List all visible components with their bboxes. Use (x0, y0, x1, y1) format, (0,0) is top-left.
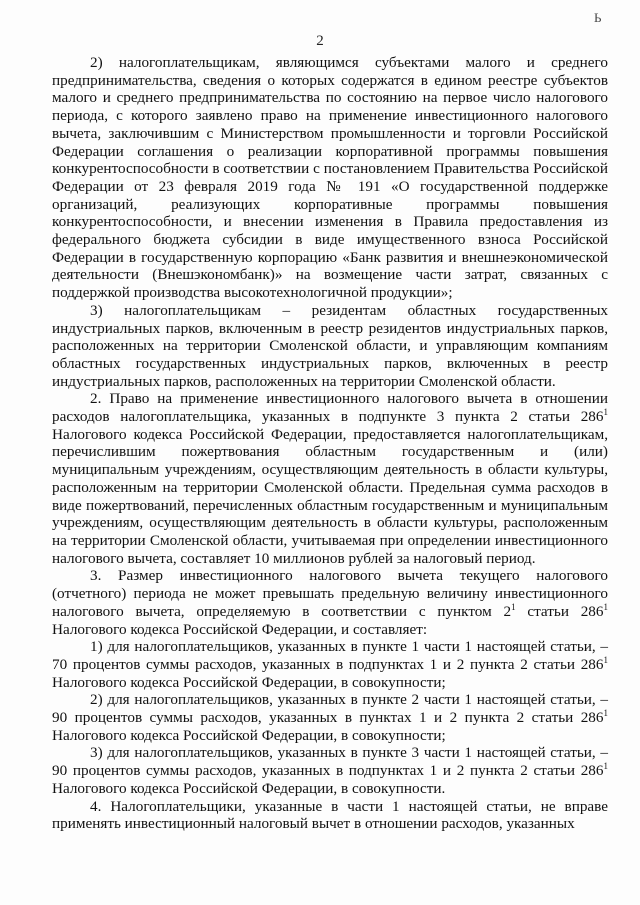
paragraph-subitem-2: 2) налогоплательщикам, являющимся субъектами малого и среднего предпринимательства, сведения о которых содержатся в едином реестре субъектов малого и среднего предпринимательства по состоянию на первое число налогового периода, с которого заявлено право на применение инвестиционного налогового вычета, заключившим с Министерством промышленности и торговли Российской Федерации соглашения о реализации корпоративной программы повышения конкурентоспособности в соответствии с постановлением Правительства Российской Федерации от 23 февраля 2019 года № 191 «О государственной поддержке организаций, реализующих корпоративные программы повышения конкурентоспособности, и внесении изменения в Правила предоставления из федерального бюджета субсидии в виде имущественного взноса Российской Федерации в государственную корпорацию «Банк развития и внешнеэкономической деятельности (Внешэкономбанк)» на возмещение части затрат, связанных с поддержкой производства высокотехнологичной продукции»; (52, 54, 608, 302)
paragraph-text: статьи 286 (515, 602, 604, 620)
paragraph-text: 2. Право на применение инвестиционного налогового вычета в отношении расходов налогоплательщика, указанных в подпункте 3 пункта 2 статьи 286 (52, 390, 608, 426)
paragraph-point-3-subitem-3 (52, 744, 608, 797)
paragraph-subitem-3: 3) налогоплательщикам – резидентам областных государственных индустриальных парков, включенным в реестр резидентов индустриальных парков, расположенных на территории Смоленской области, и управляющим компаниям областных государственных индустриальных парков, включенных в реестр индустриальных парков, расположенных на территории Смоленской области. (52, 301, 608, 390)
paragraph-text: Налогового кодекса Российской Федерации, в совокупности; (52, 673, 446, 691)
superscript: 1 (603, 407, 608, 417)
superscript: 1 (603, 761, 608, 772)
paragraph-text: 3) для налогоплательщиков, указанных в пункте 3 части 1 настоящей статьи, – 90 процентов суммы расходов, указанных в подпунктах 1 и 2 пункта 2 статьи 286 (52, 744, 608, 780)
paragraph-text: 3. Размер инвестиционного налогового вычета текущего налогового (отчетного) периода не может превышать предельную величину инвестиционного налогового вычета, определяемую в соответствии с пунктом 2 (52, 567, 608, 620)
document-body (52, 54, 608, 833)
paragraph-point-4: 4. Налогоплательщики, указанные в части 1 настоящей статьи, не вправе применять инвестиционный налоговый вычет в отношении расходов, указанных (52, 797, 608, 833)
paragraph-text: 2) для налогоплательщиков, указанных в пункте 2 части 1 настоящей статьи, – 90 процентов суммы расходов, указанных в пунктах 1 и 2 пункта 2 статьи 286 (52, 691, 608, 727)
paragraph-text: Налогового кодекса Российской Федерации, в совокупности. (52, 779, 446, 797)
paragraph-point-3-subitem-2 (52, 691, 608, 744)
paragraph-text: 1) для налогоплательщиков, указанных в пункте 1 части 1 настоящей статьи, – 70 процентов суммы расходов, указанных в подпунктах 1 и 2 пункта 2 статьи 286 (52, 638, 608, 673)
paragraph-point-3-subitem-1 (52, 638, 608, 691)
corner-mark: Ь (594, 10, 602, 25)
paragraph-text: Налогового кодекса Российской Федерации, и составляет: (52, 620, 428, 638)
page-number: 2 (316, 33, 324, 49)
superscript: 1 (603, 707, 608, 718)
superscript: 1 (603, 654, 608, 665)
superscript: 1 (603, 601, 608, 612)
paragraph-point-3 (52, 567, 608, 638)
superscript: 1 (511, 601, 516, 612)
paragraph-text: Налогового кодекса Российской Федерации, предоставляется налогоплательщикам, перечислившим пожертвования областным государственным и (или) муниципальным учреждениям, осуществляющим деятельность в области культуры, расположенным на территории Смоленской области. Предельная сумма расходов в виде пожертвований, перечисленных областным государственным и муниципальным учреждениям, осуществляющим деятельность в области культуры, расположенным на территории Смоленской области, учитываемая при определении инвестиционного налогового вычета, составляет 10 миллионов рублей за налоговый период. (52, 425, 608, 567)
paragraph-point-2 (52, 390, 608, 567)
paragraph-text: Налогового кодекса Российской Федерации, в совокупности; (52, 726, 446, 744)
